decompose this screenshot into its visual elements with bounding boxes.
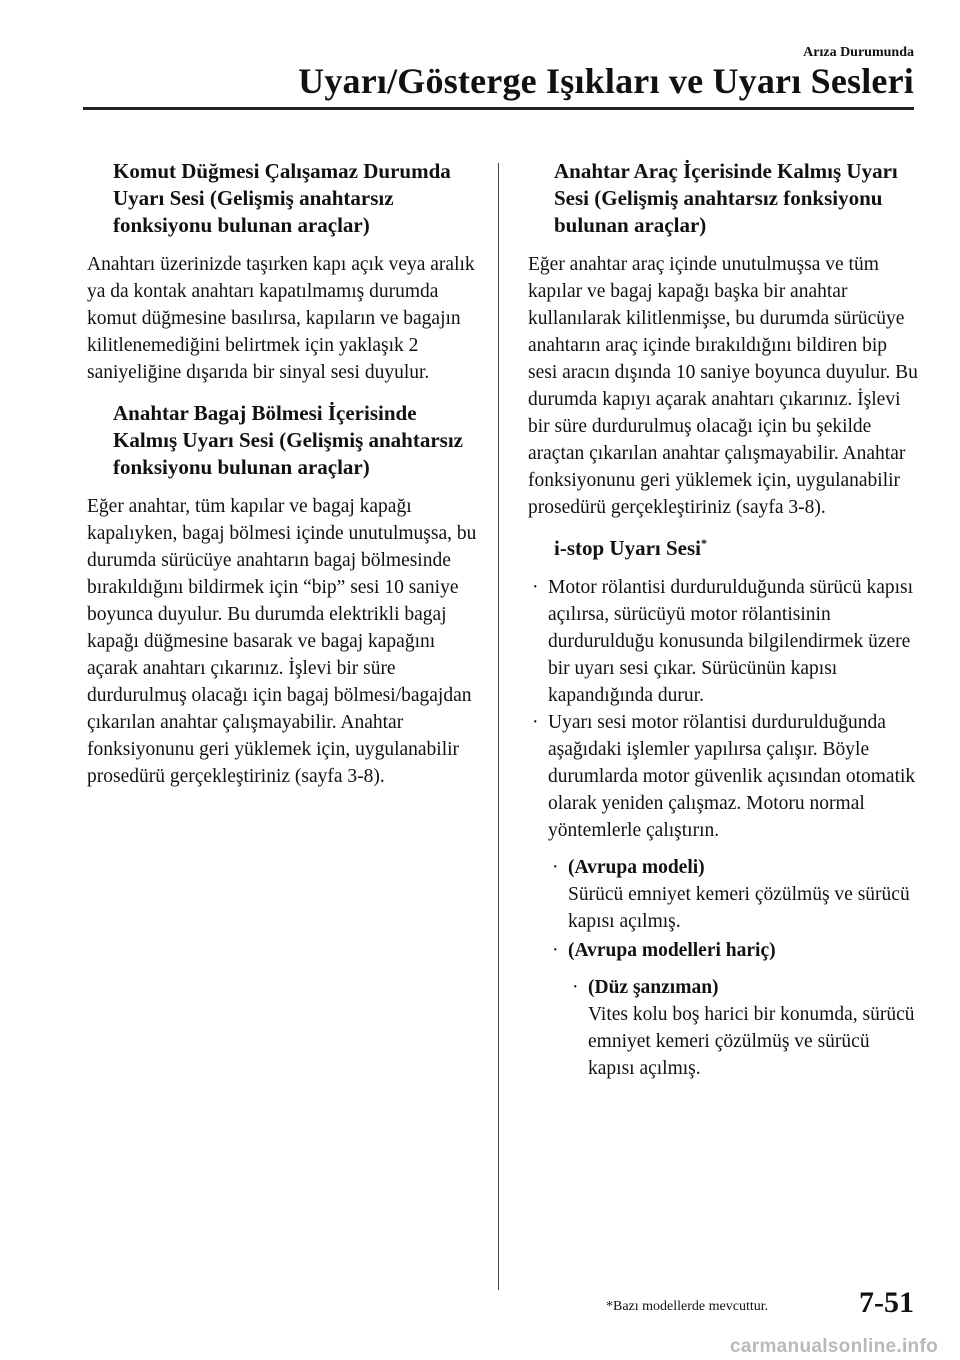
page-number: 7-51 bbox=[859, 1286, 914, 1319]
right-column bbox=[528, 158, 918, 1082]
section-heading-key-in-vehicle: Anahtar Araç İçerisinde Kalmış Uyarı Sesi (Gelişmiş anahtarsız fonksiyonu bulunan araçlar) bbox=[554, 159, 898, 237]
optional-equipment-mark: * bbox=[701, 536, 707, 550]
section-heading-key-in-trunk: Anahtar Bagaj Bölmesi İçerisinde Kalmış Uyarı Sesi (Gelişmiş anahtarsız fonksiyonu bulunan araçlar) bbox=[113, 401, 463, 479]
istop-heading-text: i-stop Uyarı Sesi bbox=[554, 536, 701, 560]
sub-item-title: (Düz şanzıman) bbox=[588, 977, 719, 998]
section-heading-istop bbox=[528, 535, 918, 562]
section-text-key-in-trunk: Eğer anahtar, tüm kapılar ve bagaj kapağı kapalıyken, bagaj bölmesi içinde unutulmuşsa, bu durumda sürücüye anahtarın bagaj bölmesinde bırakıldığını bildirmek için “bip” sesi 10 saniye boyunca duyulur. Bu durumda elektrikli bagaj kapağı düğmesine basarak ve bagaj kapağını açarak anahtarı çıkarınız. İşlevi bir süre durdurulmuş olacağı için bagaj bölmesi/bagajdan çıkarılan anahtar çalışmayabilir. Anahtar fonksiyonunu geri yüklemek için, uygulanabilir prosedürü gerçekleştiriniz (sayfa 3-8). bbox=[87, 496, 477, 787]
bullet-dot: · bbox=[552, 940, 559, 961]
header-rule bbox=[83, 107, 914, 110]
bullet-dot: · bbox=[572, 977, 579, 998]
bullet-text: Uyarı sesi motor rölantisi durdurulduğunda aşağıdaki işlemler yapılırsa çalışır. Böyle durumlarda motor güvenlik açısından otomatik olarak yeniden çalışmaz. Motoru normal yöntemlerle çalıştırın. bbox=[548, 712, 916, 841]
list-item bbox=[528, 974, 918, 1082]
section-text-key-in-vehicle: Eğer anahtar araç içinde unutulmuşsa ve tüm kapılar ve bagaj kapağı başka bir anahtar kullanılarak kilitlenmişse, bu durumda sürücüye anahtarın araç içinde bırakıldığını bildiren bip sesi aracın dışında 10 saniye boyunca duyulur. Bu durumda kapıyı açarak anahtarı çıkarınız. İşlevi bir süre durdurulmuş olacağı için bu şekilde araçtan çıkarılan anahtar çalışmayabilir. Anahtar fonksiyonunu geri yüklemek için, uygulanabilir prosedürü gerçekleştiriniz (sayfa 3-8). bbox=[528, 254, 918, 518]
sub-item-title: (Avrupa modelleri hariç) bbox=[568, 940, 776, 961]
sub-item-text: Sürücü emniyet kemeri çözülmüş ve sürücü kapısı açılmış. bbox=[568, 884, 910, 932]
bullet-text: Motor rölantisi durdurulduğunda sürücü kapısı açılırsa, sürücüyü motor rölantisinin durdurulduğu konusunda bilgilendirmek üzere bir uyarı sesi çıkar. Sürücünün kapısı kapandığında durur. bbox=[548, 577, 914, 706]
section-heading-command-switch: Komut Düğmesi Çalışamaz Durumda Uyarı Sesi (Gelişmiş anahtarsız fonksiyonu bulunan araçlar) bbox=[113, 159, 451, 237]
list-item bbox=[528, 574, 918, 709]
column-divider bbox=[498, 163, 499, 1290]
bullet-dot: · bbox=[532, 712, 539, 733]
footnote: *Bazı modellerde mevcuttur. bbox=[606, 1299, 769, 1314]
sub-item-title: (Avrupa modeli) bbox=[568, 857, 705, 878]
list-item bbox=[528, 854, 918, 935]
chapter-label: Arıza Durumunda bbox=[803, 45, 914, 60]
bullet-dot: · bbox=[532, 577, 539, 598]
bullet-dot: · bbox=[552, 857, 559, 878]
list-item bbox=[528, 709, 918, 844]
list-item bbox=[528, 937, 918, 964]
sub-item-text: Vites kolu boş harici bir konumda, sürücü emniyet kemeri çözülmüş ve sürücü kapısı açılmış. bbox=[588, 1004, 915, 1079]
section-text-command-switch: Anahtarı üzerinizde taşırken kapı açık veya aralık ya da kontak anahtarı kapatılmamış durumda komut düğmesine basılırsa, kapıların ve bagajın kilitlenemediğini belirtmek için yaklaşık 2 saniyeliğine dışarıda bir sinyal sesi duyulur. bbox=[87, 254, 475, 383]
watermark: carmanualsonline.info bbox=[730, 1336, 938, 1357]
left-column bbox=[87, 158, 482, 804]
page-title: Uyarı/Gösterge Işıkları ve Uyarı Sesleri bbox=[298, 61, 914, 101]
